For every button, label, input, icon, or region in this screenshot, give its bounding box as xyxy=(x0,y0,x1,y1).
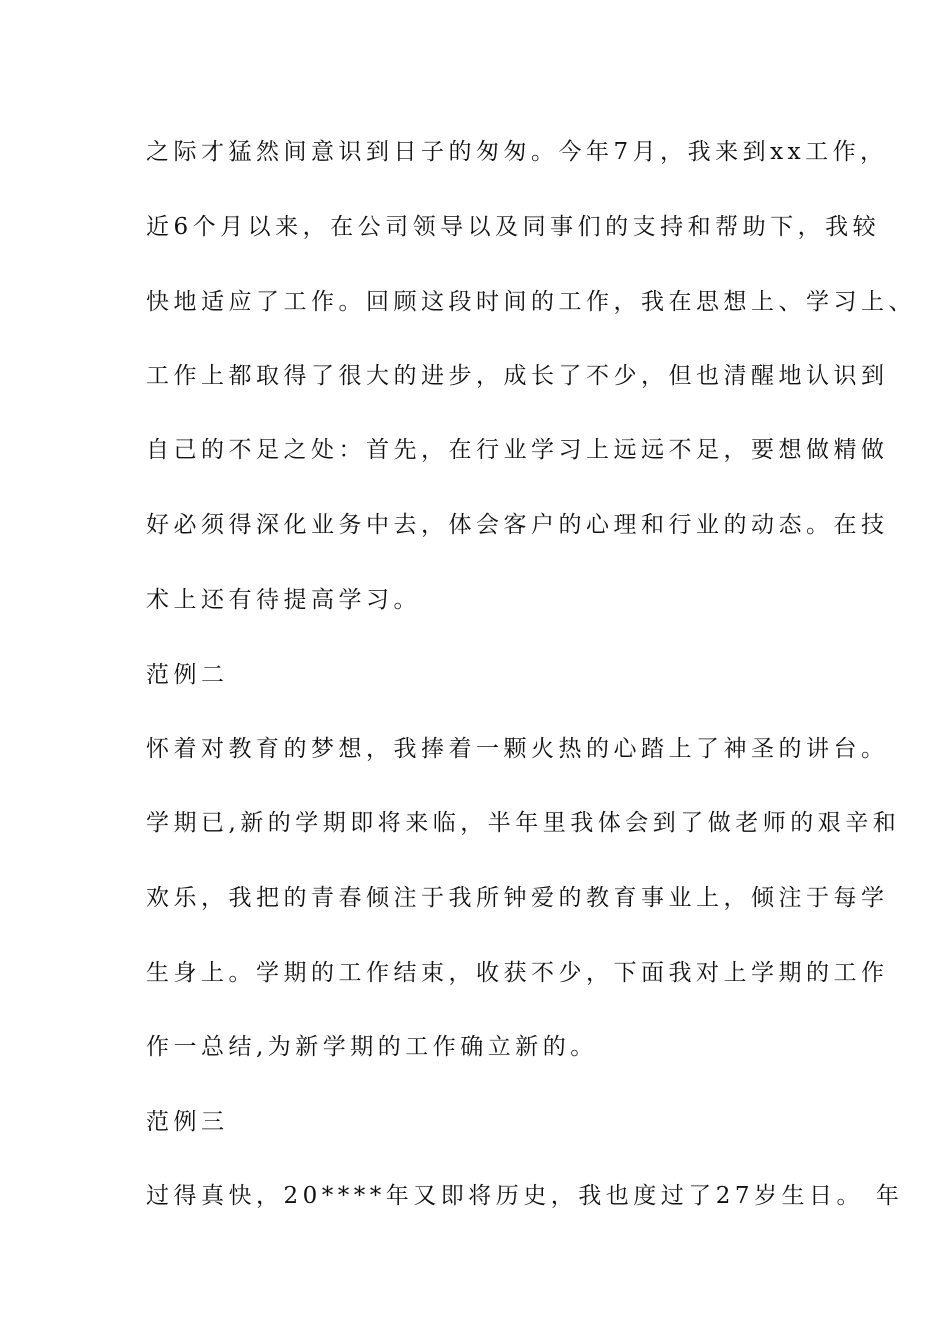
paragraph-line: 近6个月以来，在公司领导以及同事们的支持和帮助下，我较 xyxy=(146,214,881,240)
paragraph-line: 之际才猛然间意识到日子的匆匆。今年7月，我来到xx工作， xyxy=(146,139,888,165)
paragraph-line: 过得真快，20****年又即将历史，我也度过了27岁生日。 年 xyxy=(146,1183,904,1209)
paragraph-line: 术上还有待提高学习。 xyxy=(146,587,421,613)
section-heading: 范例二 xyxy=(146,662,229,688)
paragraph-line: 工作上都取得了很大的进步，成长了不少，但也清醒地认识到 xyxy=(146,363,889,389)
paragraph-line: 快地适应了工作。回顾这段时间的工作，我在思想上、学习上、 xyxy=(146,289,916,315)
paragraph-line: 好必须得深化业务中去，体会客户的心理和行业的动态。在技 xyxy=(146,512,889,538)
paragraph-line: 学期已,新的学期即将来临，半年里我体会到了做老师的艰辛和 xyxy=(146,810,901,836)
paragraph-line: 生身上。学期的工作结束，收获不少，下面我对上学期的工作 xyxy=(146,960,889,986)
paragraph-line: 作一总结,为新学期的工作确立新的。 xyxy=(146,1034,598,1060)
paragraph-line: 欢乐，我把的青春倾注于我所钟爱的教育事业上，倾注于每学 xyxy=(146,885,889,911)
section-heading: 范例三 xyxy=(146,1109,229,1135)
paragraph-line: 怀着对教育的梦想，我捧着一颗火热的心踏上了神圣的讲台。 xyxy=(146,736,889,762)
paragraph-line: 自己的不足之处：首先，在行业学习上远远不足，要想做精做 xyxy=(146,437,889,463)
